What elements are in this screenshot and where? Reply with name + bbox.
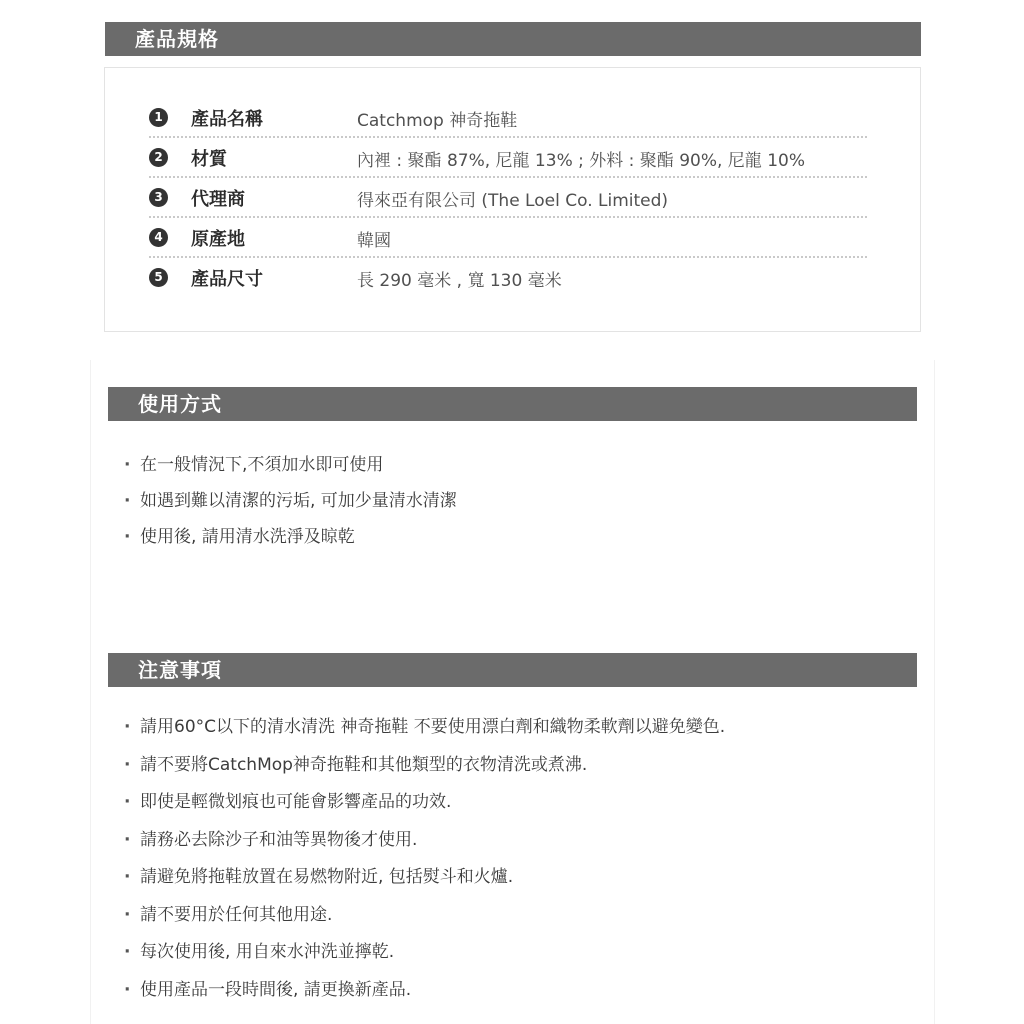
spec-value: 內裡 : 聚酯 87%, 尼龍 13% ; 外料 : 聚酯 90%, 尼龍 10% [357, 151, 805, 171]
list-item: · 使用產品一段時間後, 請更換新產品. [124, 977, 725, 1015]
spec-label: 產品尺寸 [191, 269, 263, 290]
list-item: · 請避免將拖鞋放置在易燃物附近, 包括熨斗和火爐. [124, 864, 725, 902]
number-badge-icon: 3 [149, 188, 168, 207]
spec-label: 代理商 [191, 189, 245, 210]
right-divider [934, 360, 935, 1024]
usage-list [124, 452, 457, 560]
notes-section-header: 注意事項 [108, 653, 917, 687]
spec-row-origin [149, 218, 867, 258]
spec-value: 韓國 [357, 231, 391, 251]
spec-value: 得來亞有限公司 (The Loel Co. Limited) [357, 191, 669, 211]
notes-list [124, 714, 725, 1014]
spec-label: 材質 [191, 149, 227, 170]
spec-row-agent [149, 178, 867, 218]
list-item: · 即使是輕微划痕也可能會影響產品的功效. [124, 789, 725, 827]
spec-value: 長 290 毫米 , 寬 130 毫米 [357, 271, 562, 291]
list-item: · 如遇到難以清潔的污垢, 可加少量清水清潔 [124, 488, 457, 524]
spec-section-header: 產品規格 [105, 22, 921, 56]
spec-label: 產品名稱 [191, 109, 263, 130]
usage-section-header: 使用方式 [108, 387, 917, 421]
list-item: · 請不要將CatchMop神奇拖鞋和其他類型的衣物清洗或煮沸. [124, 752, 725, 790]
spec-table [104, 67, 921, 332]
spec-row-size [149, 258, 867, 298]
list-item: · 使用後, 請用清水洗淨及晾乾 [124, 524, 457, 560]
number-badge-icon: 1 [149, 108, 168, 127]
list-item: · 請務必去除沙子和油等異物後才使用. [124, 827, 725, 865]
left-divider [90, 360, 91, 1024]
spec-value: Catchmop 神奇拖鞋 [357, 111, 518, 131]
number-badge-icon: 2 [149, 148, 168, 167]
spec-row-name [149, 98, 867, 138]
spec-row-material [149, 138, 867, 178]
list-item: · 請用60°C以下的清水清洗 神奇拖鞋 不要使用漂白劑和織物柔軟劑以避免變色. [124, 714, 725, 752]
list-item: · 請不要用於任何其他用途. [124, 902, 725, 940]
list-item: · 在一般情況下,不須加水即可使用 [124, 452, 457, 488]
spec-label: 原產地 [191, 229, 245, 250]
list-item: · 每次使用後, 用自來水沖洗並擰乾. [124, 939, 725, 977]
number-badge-icon: 5 [149, 268, 168, 287]
number-badge-icon: 4 [149, 228, 168, 247]
